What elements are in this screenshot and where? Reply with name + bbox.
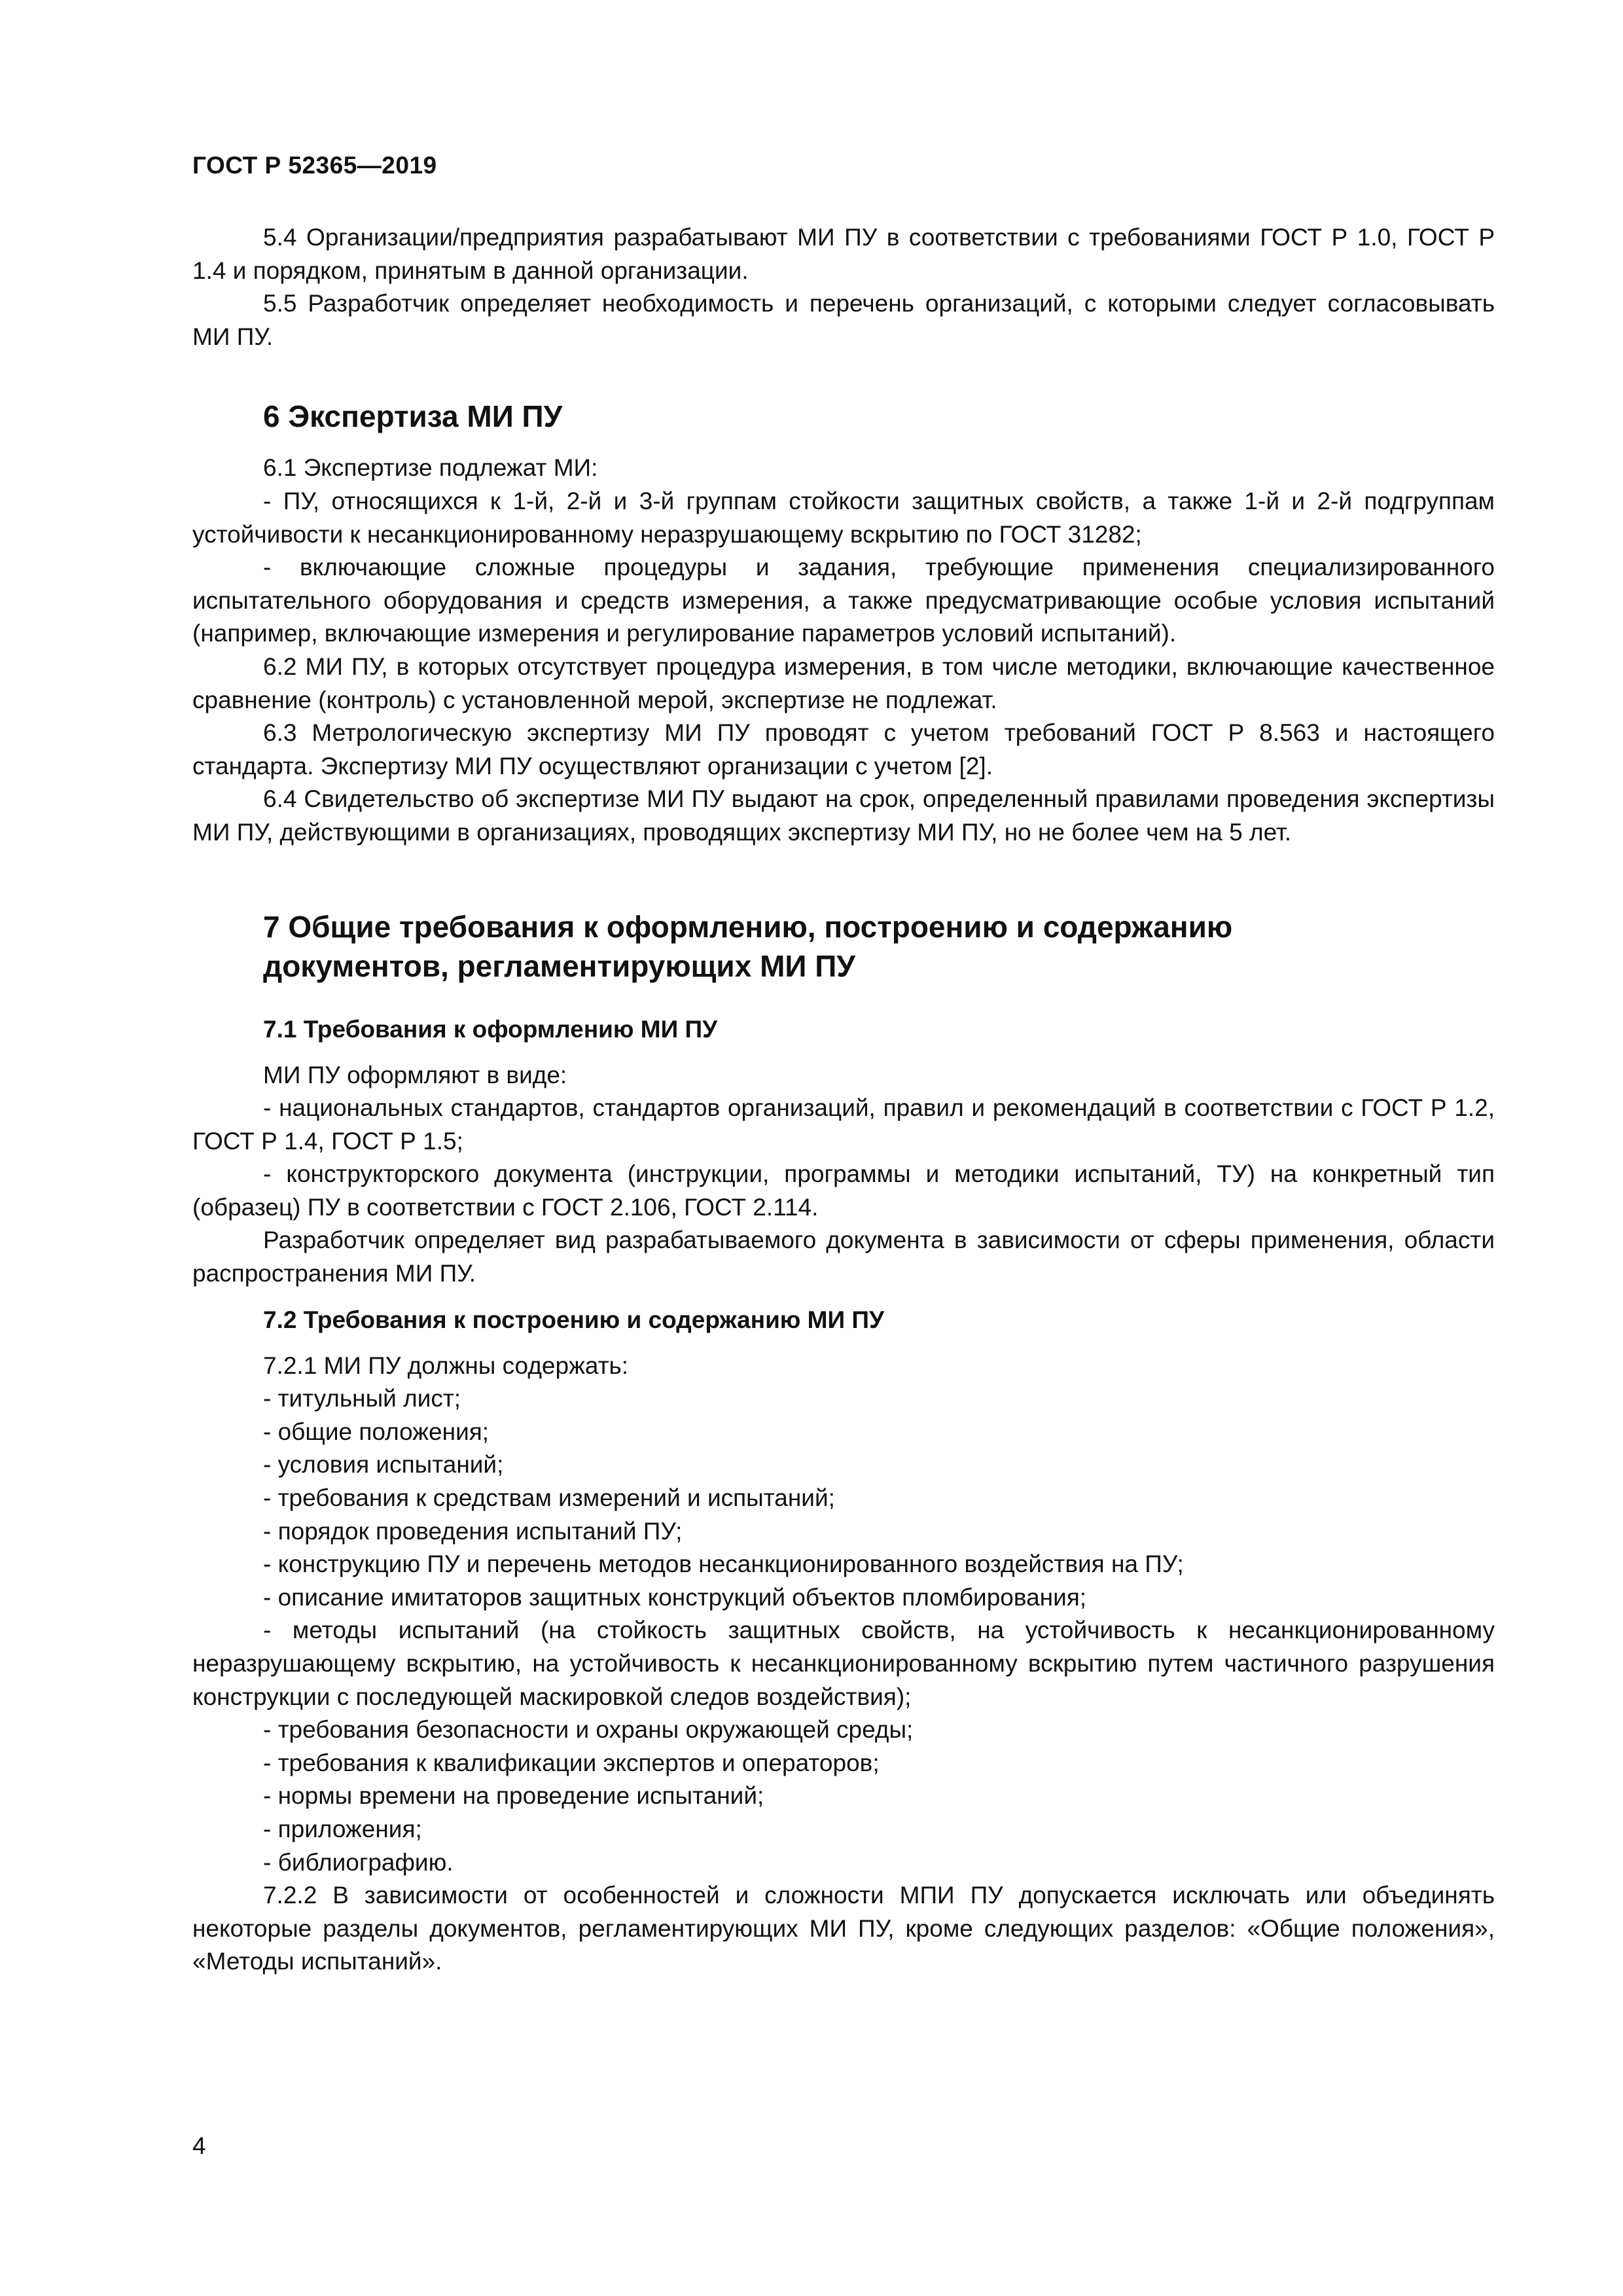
list-item: - общие положения; bbox=[263, 1418, 490, 1445]
paragraph-7-1-developer: Разработчик определяет вид разрабатываемого документа в зависимости от сферы применения, области распространения МИ ПУ. bbox=[192, 1227, 1495, 1287]
paragraph-6-2: 6.2 МИ ПУ, в которых отсутствует процедура измерения, в том числе методики, включающие качественное сравнение (контроль) с установленной мерой, экспертизе не подлежат. bbox=[192, 653, 1495, 713]
paragraph-7-1-dash-1: - национальных стандартов, стандартов организаций, правил и рекомендаций в соответствии с ГОСТ Р 1.2, ГОСТ Р 1.4, ГОСТ Р 1.5; bbox=[192, 1094, 1495, 1155]
paragraph-7-2-2: 7.2.2 В зависимости от особенностей и сложности МПИ ПУ допускается исключать или объединять некоторые разделы документов, регламентирующих МИ ПУ, кроме следующих разделов: «Общие положения», «Методы испытаний». bbox=[192, 1882, 1495, 1975]
section-7-title bbox=[192, 907, 1495, 986]
list-item: - титульный лист; bbox=[263, 1385, 461, 1412]
paragraph-6-1-dash-1: - ПУ, относящихся к 1-й, 2-й и 3-й группам стойкости защитных свойств, а также 1-й и 2-й подгруппам устойчивости к несанкционированному неразрушающему вскрытию по ГОСТ 31282; bbox=[192, 487, 1495, 548]
paragraph-5-5: 5.5 Разработчик определяет необходимость и перечень организаций, с которыми следует согласовывать МИ ПУ. bbox=[192, 290, 1495, 350]
list-item: - условия испытаний; bbox=[263, 1451, 504, 1479]
paragraph-6-1-dash-2: - включающие сложные процедуры и задания, требующие применения специализированного испытательного оборудования и средств измерения, а также предусматривающие особые условия испытаний (например, включающие измерения и регулирование параметров условий испытаний). bbox=[192, 554, 1495, 647]
section-7-title-line-1: 7 Общие требования к оформлению, построению и содержанию bbox=[263, 909, 1233, 944]
list-item: - требования к средствам измерений и испытаний; bbox=[263, 1484, 835, 1512]
section-6-title: 6 Экспертиза МИ ПУ bbox=[263, 399, 563, 434]
paragraph-7-2-1: 7.2.1 МИ ПУ должны содержать: bbox=[263, 1352, 629, 1379]
list-item: - приложения; bbox=[263, 1815, 422, 1842]
paragraph-6-4: 6.4 Свидетельство об экспертизе МИ ПУ выдают на срок, определенный правилами проведения экспертизы МИ ПУ, действующими в организациях, проводящих экспертизу МИ ПУ, но не более чем на 5 лет. bbox=[192, 785, 1495, 846]
paragraph-6-3: 6.3 Метрологическую экспертизу МИ ПУ проводят с учетом требований ГОСТ Р 8.563 и настоящего стандарта. Экспертизу МИ ПУ осуществляют организации с учетом [2]. bbox=[192, 719, 1495, 780]
subsection-7-1-title: 7.1 Требования к оформлению МИ ПУ bbox=[263, 1015, 718, 1043]
list-item: - требования безопасности и охраны окружающей среды; bbox=[263, 1716, 914, 1744]
subsection-7-2-title: 7.2 Требования к построению и содержанию МИ ПУ bbox=[263, 1306, 884, 1333]
list-item: - нормы времени на проведение испытаний; bbox=[263, 1782, 764, 1810]
paragraph-5-4: 5.4 Организации/предприятия разрабатывают МИ ПУ в соответствии с требованиями ГОСТ Р 1.0, ГОСТ Р 1.4 и порядком, принятым в данной организации. bbox=[192, 224, 1495, 284]
paragraph-6-1: 6.1 Экспертизе подлежат МИ: bbox=[263, 454, 598, 482]
paragraph-7-1-dash-2: - конструкторского документа (инструкции, программы и методики испытаний, ТУ) на конкретный тип (образец) ПУ в соответствии с ГОСТ 2.106, ГОСТ 2.114. bbox=[192, 1160, 1495, 1221]
list-item: - библиографию. bbox=[263, 1848, 454, 1876]
list-item: - порядок проведения испытаний ПУ; bbox=[263, 1517, 683, 1545]
document-body bbox=[192, 221, 1495, 1979]
document-code: ГОСТ Р 52365—2019 bbox=[192, 152, 437, 179]
page-number: 4 bbox=[192, 2132, 206, 2159]
list-item: - описание имитаторов защитных конструкций объектов пломбирования; bbox=[263, 1583, 1087, 1611]
list-item: - требования к квалификации экспертов и операторов; bbox=[263, 1749, 880, 1776]
paragraph-7-1-intro: МИ ПУ оформляют в виде: bbox=[263, 1061, 567, 1088]
list-item: - конструкцию ПУ и перечень методов несанкционированного воздействия на ПУ; bbox=[263, 1551, 1184, 1578]
list-item: - методы испытаний (на стойкость защитных свойств, на устойчивость к несанкционированному неразрушающему вскрытию, на устойчивость к несанкционированному вскрытию путем частичного разрушения конструкции с последующей маскировкой следов воздействия); bbox=[192, 1617, 1495, 1710]
section-7-title-line-2: документов, регламентирующих МИ ПУ bbox=[263, 948, 855, 983]
